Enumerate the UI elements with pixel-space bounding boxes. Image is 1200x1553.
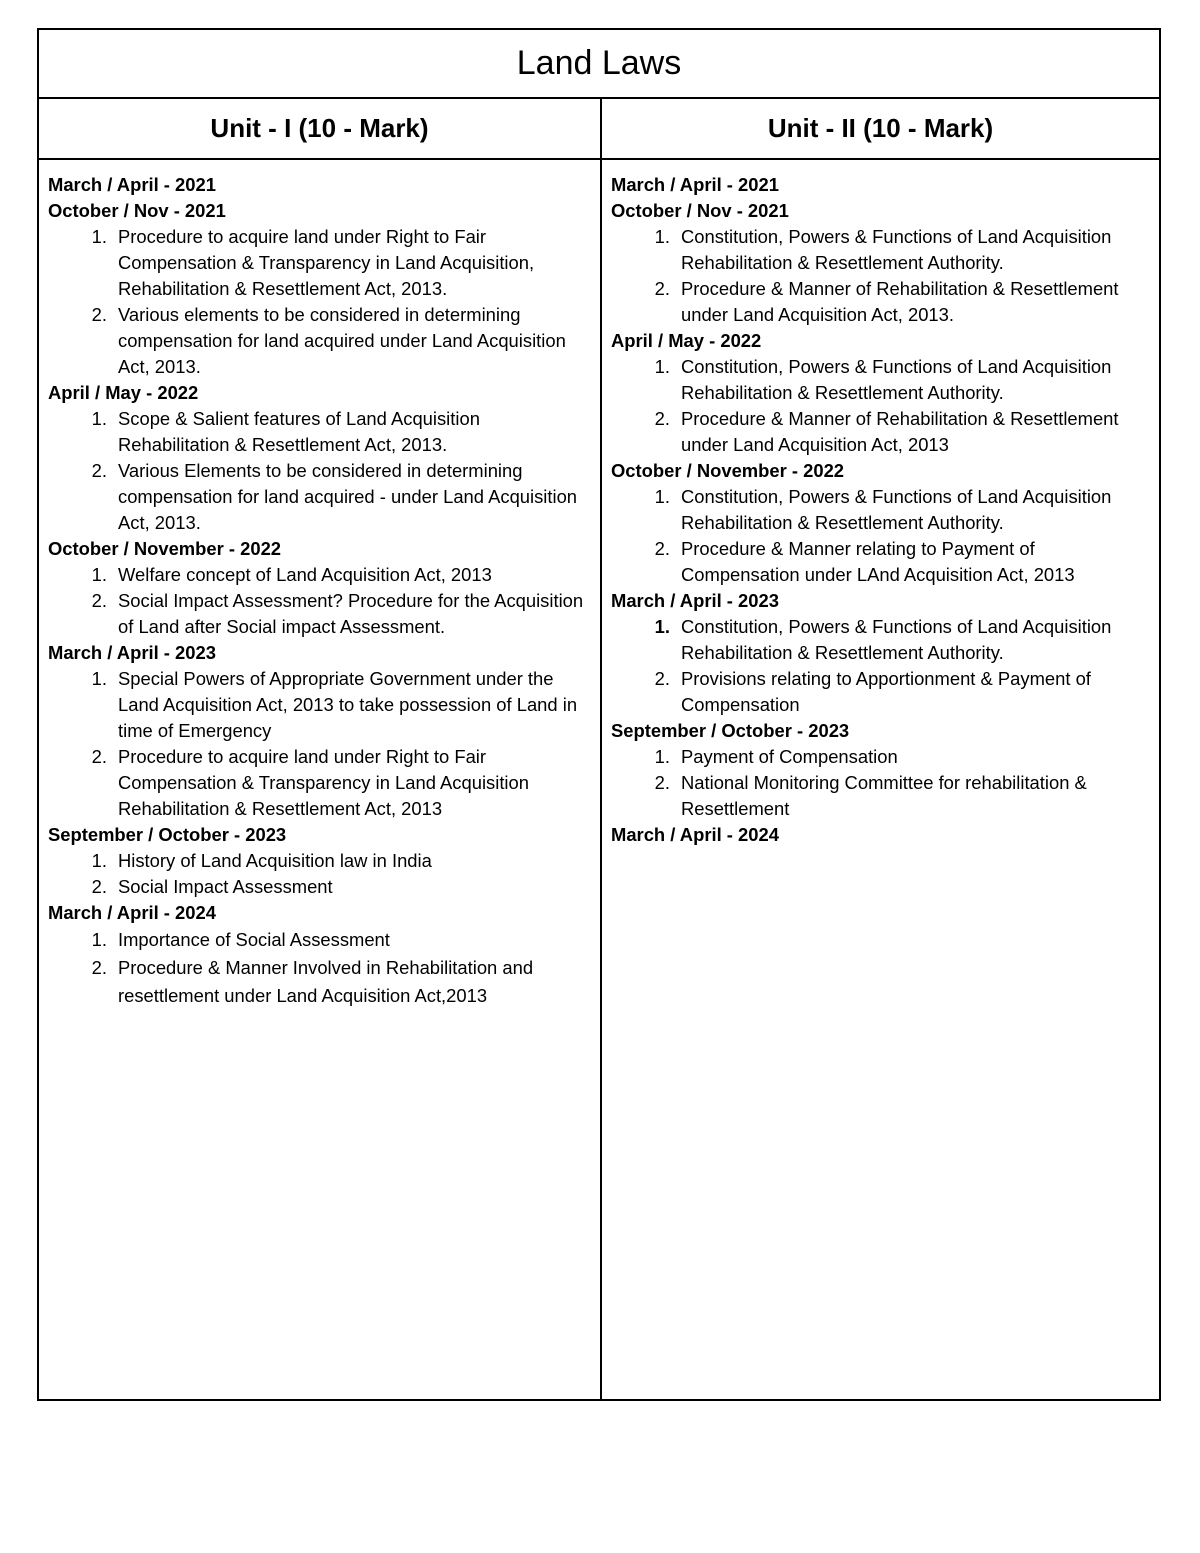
question-text: Procedure & Manner relating to Payment of Compensation under LAnd Acquisition Act, 2013 xyxy=(681,538,1075,585)
session-heading: March / April - 2023 xyxy=(48,642,216,663)
list-item: 1. Constitution, Powers & Functions of Land Acquisition Rehabilitation & Resettlement Authority. xyxy=(611,224,1151,276)
question-list xyxy=(48,848,592,900)
session-heading: October / November - 2022 xyxy=(48,538,282,559)
question-list xyxy=(48,224,592,380)
list-item: 2. Provisions relating to Apportionment & Payment of Compensation xyxy=(611,666,1151,718)
question-text: Social Impact Assessment? Procedure for the Acquisition of Land after Social impact Assessment. xyxy=(118,590,584,637)
unit-1-column xyxy=(39,160,602,1399)
question-text: Importance of Social Assessment xyxy=(118,929,390,950)
question-text: Procedure to acquire land under Right to Fair Compensation & Transparency in Land Acquisition Rehabilitation & Resettlement Act, 2013 xyxy=(118,746,529,819)
list-item: 1. Special Powers of Appropriate Government under the Land Acquisition Act, 2013 to take possession of Land in time of Emergency xyxy=(48,666,592,744)
session-heading: March / April - 2024 xyxy=(48,902,216,923)
list-item: 2. National Monitoring Committee for rehabilitation & Resettlement xyxy=(611,770,1151,822)
session-heading: September / October - 2023 xyxy=(611,720,850,741)
session-heading: April / May - 2022 xyxy=(48,382,199,403)
question-list xyxy=(611,744,1151,822)
unit-1-heading: Unit - I (10 - Mark) xyxy=(39,99,602,158)
land-laws-table xyxy=(37,28,1161,1401)
question-text: Procedure to acquire land under Right to Fair Compensation & Transparency in Land Acquisition, Rehabilitation & Resettlement Act, 2013. xyxy=(118,226,535,299)
session-heading: October / Nov - 2021 xyxy=(48,200,226,221)
question-list xyxy=(48,562,592,640)
session-heading: October / Nov - 2021 xyxy=(611,200,789,221)
list-item: 2. Various Elements to be considered in determining compensation for land acquired - under Land Acquisition Act, 2013. xyxy=(48,458,592,536)
question-list xyxy=(611,354,1151,458)
list-item: 1. Payment of Compensation xyxy=(611,744,1151,770)
question-text: History of Land Acquisition law in India xyxy=(118,850,432,871)
list-item: 2. Social Impact Assessment xyxy=(48,874,592,900)
question-text: Scope & Salient features of Land Acquisition Rehabilitation & Resettlement Act, 2013. xyxy=(118,408,480,455)
unit-2-column xyxy=(602,160,1159,1399)
list-item: 2. Various elements to be considered in determining compensation for land acquired under Land Acquisition Act, 2013. xyxy=(48,302,592,380)
list-item: 1. History of Land Acquisition law in India xyxy=(48,848,592,874)
question-text: Social Impact Assessment xyxy=(118,876,333,897)
question-text: Constitution, Powers & Functions of Land Acquisition Rehabilitation & Resettlement Authority. xyxy=(681,226,1112,273)
question-text: Procedure & Manner of Rehabilitation & Resettlement under Land Acquisition Act, 2013 xyxy=(681,408,1119,455)
question-text: National Monitoring Committee for rehabilitation & Resettlement xyxy=(681,772,1087,819)
list-item: 1. Constitution, Powers & Functions of Land Acquisition Rehabilitation & Resettlement Authority. xyxy=(611,484,1151,536)
question-text: Procedure & Manner of Rehabilitation & Resettlement under Land Acquisition Act, 2013. xyxy=(681,278,1119,325)
question-list xyxy=(48,406,592,536)
title-row xyxy=(39,30,1159,99)
list-item: 1. Constitution, Powers & Functions of Land Acquisition Rehabilitation & Resettlement Authority. xyxy=(611,614,1151,666)
question-text: Provisions relating to Apportionment & Payment of Compensation xyxy=(681,668,1091,715)
question-text: Various Elements to be considered in determining compensation for land acquired - under Land Acquisition Act, 2013. xyxy=(118,460,578,533)
question-list xyxy=(611,484,1151,588)
unit-header-row xyxy=(39,99,1159,160)
list-item: 1. Welfare concept of Land Acquisition Act, 2013 xyxy=(48,562,592,588)
question-list xyxy=(48,666,592,822)
question-text: Constitution, Powers & Functions of Land Acquisition Rehabilitation & Resettlement Authority. xyxy=(681,356,1112,403)
session-heading: March / April - 2024 xyxy=(611,824,779,845)
list-item: 2. Social Impact Assessment? Procedure for the Acquisition of Land after Social impact Assessment. xyxy=(48,588,592,640)
session-heading: October / November - 2022 xyxy=(611,460,845,481)
question-list xyxy=(611,224,1151,328)
session-heading: March / April - 2023 xyxy=(611,590,779,611)
list-item: 1. Procedure to acquire land under Right to Fair Compensation & Transparency in Land Acquisition, Rehabilitation & Resettlement Act, 2013. xyxy=(48,224,592,302)
question-text: Payment of Compensation xyxy=(681,746,898,767)
question-text: Various elements to be considered in determining compensation for land acquired under Land Acquisition Act, 2013. xyxy=(118,304,566,377)
list-item: 2. Procedure & Manner of Rehabilitation & Resettlement under Land Acquisition Act, 2013 xyxy=(611,406,1151,458)
session-heading: September / October - 2023 xyxy=(48,824,287,845)
question-text: Constitution, Powers & Functions of Land Acquisition Rehabilitation & Resettlement Authority. xyxy=(681,486,1112,533)
list-item: 2. Procedure & Manner relating to Payment of Compensation under LAnd Acquisition Act, 2013 xyxy=(611,536,1151,588)
question-text: Special Powers of Appropriate Government under the Land Acquisition Act, 2013 to take possession of Land in time of Emergency xyxy=(118,668,578,741)
list-item: 2. Procedure & Manner of Rehabilitation & Resettlement under Land Acquisition Act, 2013. xyxy=(611,276,1151,328)
session-heading: March / April - 2021 xyxy=(611,174,779,195)
list-item: 2. Procedure to acquire land under Right to Fair Compensation & Transparency in Land Acquisition Rehabilitation & Resettlement Act, 2013 xyxy=(48,744,592,822)
question-text: Procedure & Manner Involved in Rehabilitation and resettlement under Land Acquisition Act,2013 xyxy=(118,957,534,1006)
list-item: 1. Importance of Social Assessment xyxy=(48,926,592,954)
question-list xyxy=(48,926,592,1010)
question-text: Welfare concept of Land Acquisition Act, 2013 xyxy=(118,564,492,585)
question-list xyxy=(611,614,1151,718)
page-title: Land Laws xyxy=(516,44,682,82)
session-heading: March / April - 2021 xyxy=(48,174,216,195)
list-item: 1. Scope & Salient features of Land Acquisition Rehabilitation & Resettlement Act, 2013. xyxy=(48,406,592,458)
list-item: 1. Constitution, Powers & Functions of Land Acquisition Rehabilitation & Resettlement Authority. xyxy=(611,354,1151,406)
unit-2-heading: Unit - II (10 - Mark) xyxy=(767,113,994,143)
questions-row xyxy=(39,160,1159,1399)
list-item: 2. Procedure & Manner Involved in Rehabilitation and resettlement under Land Acquisition Act,2013 xyxy=(48,954,592,1010)
question-text: Constitution, Powers & Functions of Land Acquisition Rehabilitation & Resettlement Authority. xyxy=(681,616,1112,663)
session-heading: April / May - 2022 xyxy=(611,330,762,351)
